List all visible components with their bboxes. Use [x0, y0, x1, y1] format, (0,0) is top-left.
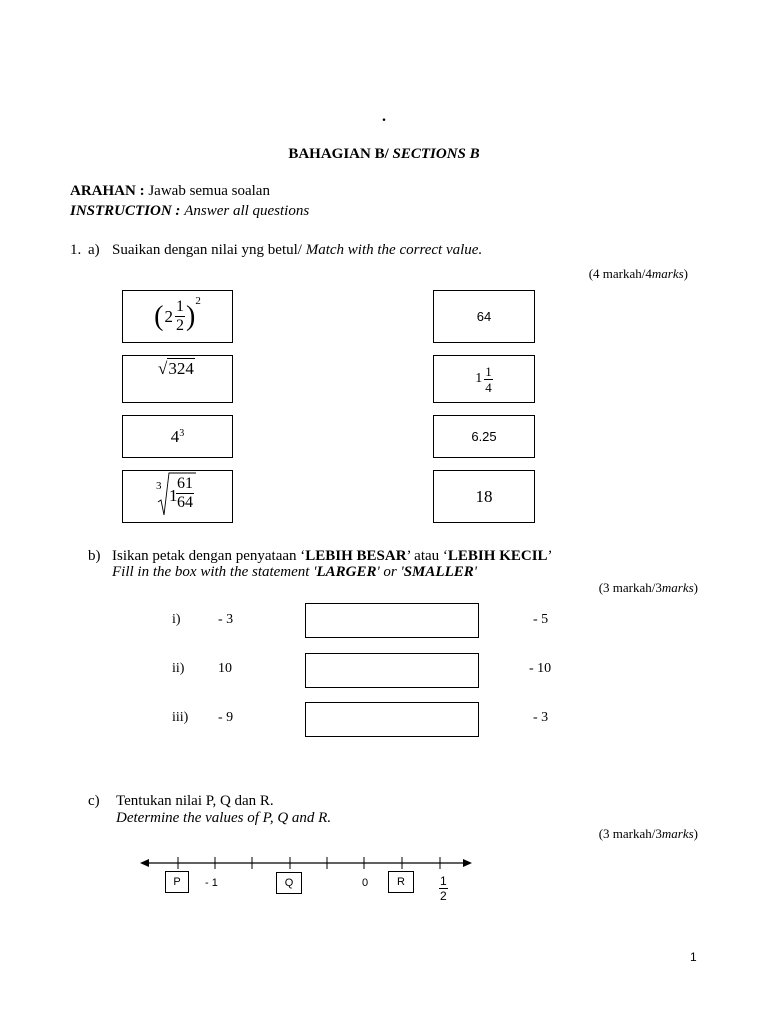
- q1a-question: [112, 242, 482, 259]
- instruction-line: [70, 203, 309, 220]
- number-line: [140, 852, 472, 874]
- arahan-text: Jawab semua soalan: [148, 183, 270, 199]
- open-paren-glyph: (: [154, 300, 164, 332]
- q1a-marks-prefix: (4 markah/4: [588, 266, 652, 281]
- q1b-en-bold1: LARGER: [316, 564, 377, 580]
- q1b-en-mid: ' or ': [376, 564, 404, 580]
- q1a-label: a): [88, 242, 100, 258]
- cuberoot-whole: 1: [169, 486, 178, 505]
- mixed-fraction: [484, 365, 493, 394]
- q1a-text-malay: Suaikan dengan nilai yng betul/: [112, 242, 302, 258]
- q1a-text-english: Match with the correct value.: [305, 242, 483, 258]
- q1b-row-1-right: - 5: [533, 612, 549, 627]
- q1b-row-2-left: 10: [218, 661, 232, 676]
- power-whole: 2: [164, 306, 173, 326]
- q1b-row-3-answer-box[interactable]: [305, 702, 479, 737]
- instruction-text: Answer all questions: [184, 203, 310, 219]
- header-dot: .: [382, 108, 386, 125]
- section-title-english: SECTIONS B: [392, 146, 480, 162]
- q1b-label: b): [88, 548, 101, 564]
- half-numerator: 1: [440, 874, 447, 888]
- numberline-p-box[interactable]: P: [165, 871, 189, 893]
- power-fraction: [175, 299, 185, 334]
- q1a-marks: [589, 266, 688, 282]
- number-line-left-arrow-icon: [140, 859, 149, 867]
- q1b-text-bold2: LEBIH KECIL: [447, 548, 548, 564]
- q1b-text-mid: ’ atau ‘: [406, 548, 448, 564]
- cube-base: 4: [170, 426, 180, 446]
- q1c-marks: [599, 826, 698, 842]
- cuberoot-denominator: 64: [177, 494, 193, 511]
- q1b-marks-suffix: ): [693, 580, 698, 595]
- q1c-text-malay: Tentukan nilai P, Q dan R.: [116, 793, 274, 809]
- q1b-en-bold2: SMALLER: [403, 564, 474, 580]
- numberline-zero: 0: [362, 877, 369, 889]
- power-denominator: 2: [176, 317, 184, 334]
- power-numerator: 1: [176, 298, 184, 315]
- match-left-power[interactable]: [122, 290, 233, 343]
- q1b-question-english: [112, 564, 477, 581]
- close-paren-glyph: ): [186, 300, 196, 332]
- q1b-marks-word: marks: [661, 580, 694, 595]
- match-right-6-25[interactable]: 6.25: [433, 415, 535, 458]
- q1c-marks-word: marks: [661, 826, 694, 841]
- q1b-marks: [599, 580, 698, 596]
- sqrt-symbol-icon: √: [158, 359, 168, 378]
- match-right-18[interactable]: 18: [433, 470, 535, 523]
- cuberoot-index: 3: [156, 480, 162, 492]
- sqrt-expression: [158, 359, 195, 379]
- q1b-row-2-right: - 10: [529, 661, 552, 676]
- q1b-en-pre: Fill in the box with the statement ': [112, 564, 317, 580]
- q1b-text-bold1: LEBIH BESAR: [305, 548, 407, 564]
- section-title: [0, 146, 768, 163]
- arahan-line: [70, 183, 270, 200]
- cube-exponent: 3: [179, 428, 185, 439]
- q1b-row-2-label: ii): [172, 661, 185, 676]
- numberline-q-box[interactable]: Q: [276, 872, 302, 894]
- q1b-question-malay: [112, 548, 553, 565]
- q1b-row-3-label: iii): [172, 710, 189, 725]
- q1b-row-3-right: - 3: [533, 710, 549, 725]
- cuberoot-numerator: 61: [177, 475, 193, 492]
- section-title-malay: BAHAGIAN B/: [288, 146, 389, 162]
- mixed-numerator: 1: [485, 363, 492, 379]
- q1b-row-1-answer-box[interactable]: [305, 603, 479, 638]
- mixed-whole: 1: [475, 371, 483, 386]
- numberline-half: [439, 875, 448, 902]
- cuberoot-fraction: [176, 476, 194, 511]
- match-right-mixed-fraction[interactable]: [433, 355, 535, 403]
- q1a-marks-word: marks: [651, 266, 684, 281]
- q1b-row-1-left: - 3: [218, 612, 234, 627]
- q1b-row-2-answer-box[interactable]: [305, 653, 479, 688]
- match-right-64[interactable]: 64: [433, 290, 535, 343]
- numberline-r-box[interactable]: R: [388, 871, 414, 893]
- q1b-text-pre: Isikan petak dengan penyataan ‘: [112, 548, 306, 564]
- arahan-label: ARAHAN :: [70, 183, 145, 199]
- q1c-marks-prefix: (3 markah/3: [598, 826, 662, 841]
- numberline-minus-one: - 1: [205, 877, 218, 889]
- power-exponent: 2: [195, 295, 201, 307]
- match-left-cuberoot[interactable]: [122, 470, 233, 523]
- number-line-right-arrow-icon: [463, 859, 472, 867]
- match-left-sqrt[interactable]: [122, 355, 233, 403]
- q1b-text-post: ’: [547, 548, 553, 564]
- q1-number: 1.: [70, 242, 82, 258]
- match-left-cube[interactable]: [122, 415, 233, 458]
- sqrt-radicand: 324: [168, 359, 194, 378]
- q1c-text-english: Determine the values of P, Q and R.: [116, 810, 332, 826]
- q1c-label: c): [88, 793, 100, 809]
- q1c-marks-suffix: ): [693, 826, 698, 841]
- q1b-row-3-left: - 9: [218, 710, 234, 725]
- q1a-marks-suffix: ): [683, 266, 688, 281]
- q1b-marks-prefix: (3 markah/3: [598, 580, 662, 595]
- page-number: 1: [690, 950, 697, 964]
- instruction-label: INSTRUCTION :: [70, 203, 181, 219]
- half-denominator: 2: [440, 889, 447, 903]
- q1b-en-post: ': [473, 564, 477, 580]
- q1b-row-1-label: i): [172, 612, 181, 627]
- mixed-denominator: 4: [485, 379, 492, 395]
